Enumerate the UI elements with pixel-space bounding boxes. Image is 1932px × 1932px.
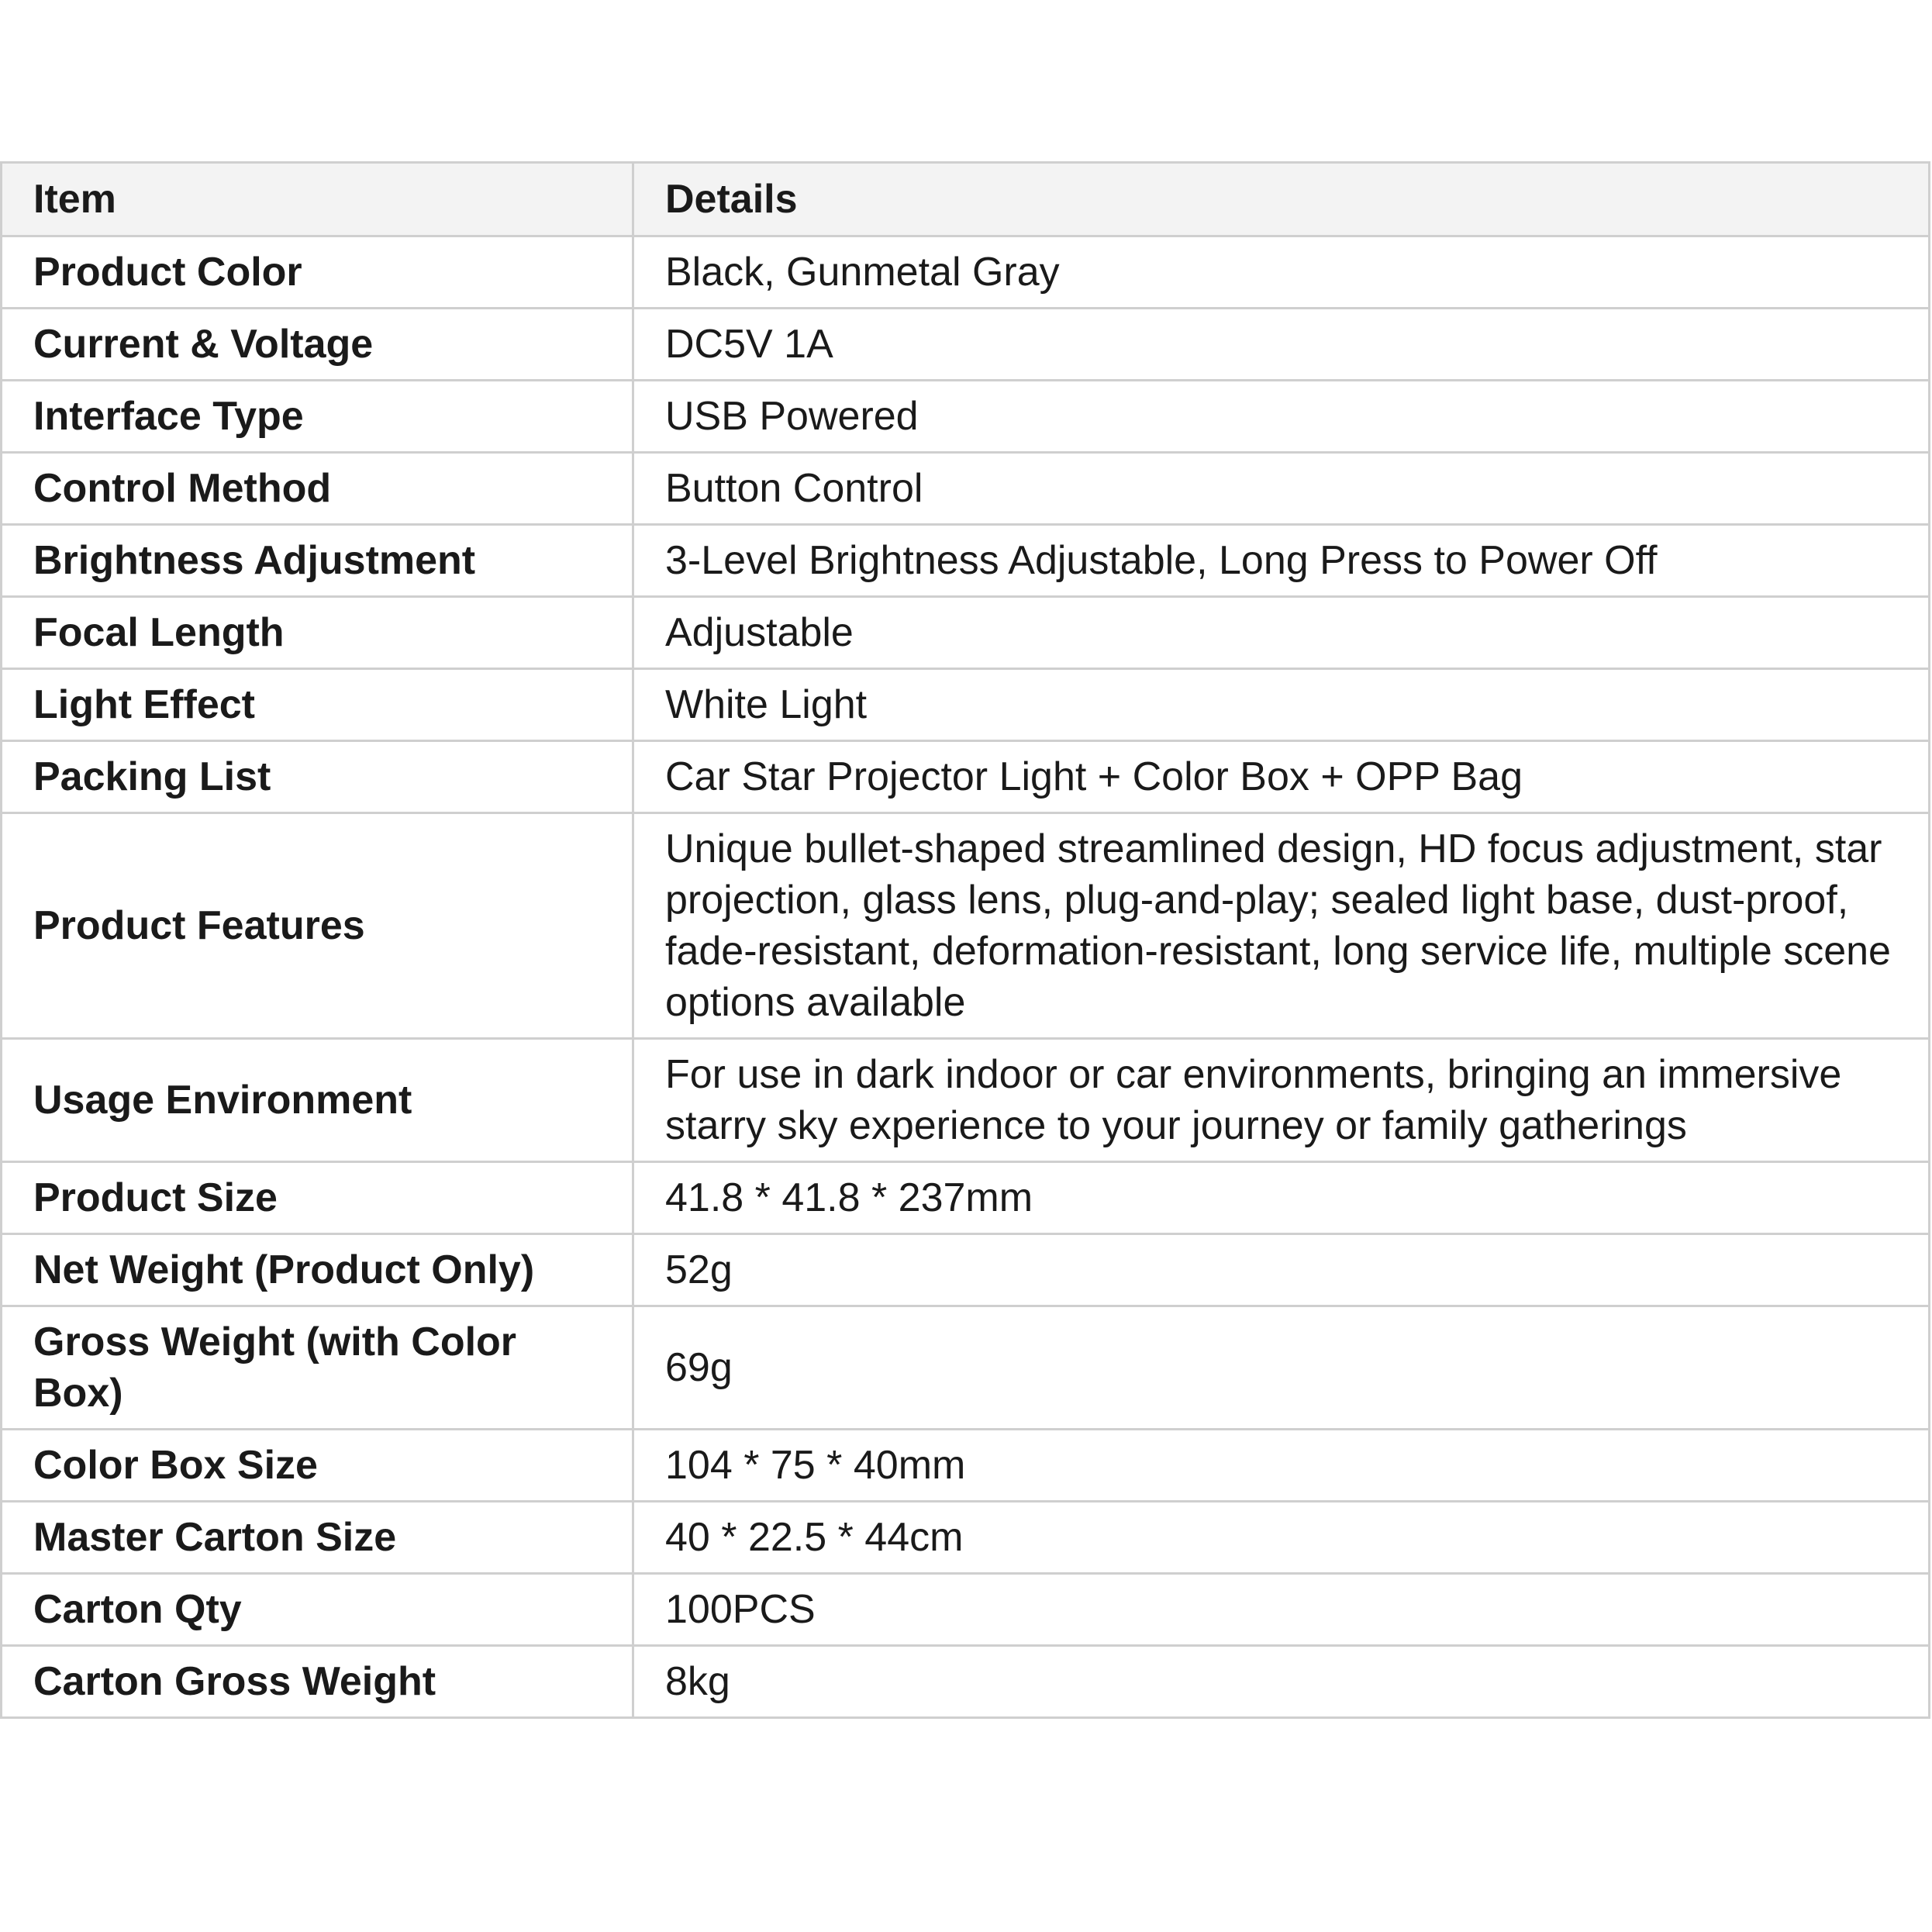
row-item: Interface Type: [2, 381, 633, 453]
row-item: Focal Length: [2, 597, 633, 669]
table-row: [2, 1039, 1930, 1162]
table-row: [2, 309, 1930, 381]
table-row: [2, 525, 1930, 597]
row-details: 40 * 22.5 * 44cm: [633, 1502, 1930, 1574]
row-details: 100PCS: [633, 1574, 1930, 1646]
row-item: Color Box Size: [2, 1430, 633, 1502]
table-row: [2, 813, 1930, 1039]
row-details: 41.8 * 41.8 * 237mm: [633, 1162, 1930, 1234]
row-details: Unique bullet-shaped streamlined design, HD focus adjustment, star projection, glass lens, plug-and-play; sealed light base, dust-proof, fade-resistant, deformation-resistant, long service life, multiple scene options available: [633, 813, 1930, 1039]
table-row: [2, 381, 1930, 453]
table-row: [2, 597, 1930, 669]
row-item: Brightness Adjustment: [2, 525, 633, 597]
spec-table: [0, 161, 1930, 1719]
row-item: Carton Qty: [2, 1574, 633, 1646]
row-item: Gross Weight (with Color Box): [2, 1306, 633, 1430]
row-details: DC5V 1A: [633, 309, 1930, 381]
table-row: [2, 1234, 1930, 1306]
row-details: Black, Gunmetal Gray: [633, 236, 1930, 309]
row-details: White Light: [633, 669, 1930, 741]
table-header-row: [2, 163, 1930, 236]
row-details: 52g: [633, 1234, 1930, 1306]
table-row: [2, 1162, 1930, 1234]
row-item: Control Method: [2, 453, 633, 525]
table-row: [2, 1306, 1930, 1430]
row-details: Adjustable: [633, 597, 1930, 669]
row-item: Product Color: [2, 236, 633, 309]
table-row: [2, 669, 1930, 741]
row-item: Product Features: [2, 813, 633, 1039]
row-item: Master Carton Size: [2, 1502, 633, 1574]
table-row: [2, 1430, 1930, 1502]
row-item: Usage Environment: [2, 1039, 633, 1162]
row-item: Net Weight (Product Only): [2, 1234, 633, 1306]
table-body: [2, 236, 1930, 1718]
row-item: Current & Voltage: [2, 309, 633, 381]
row-details: USB Powered: [633, 381, 1930, 453]
row-details: 104 * 75 * 40mm: [633, 1430, 1930, 1502]
row-details: Button Control: [633, 453, 1930, 525]
row-item: Packing List: [2, 741, 633, 813]
row-item: Carton Gross Weight: [2, 1646, 633, 1718]
table-row: [2, 236, 1930, 309]
table-row: [2, 741, 1930, 813]
row-item: Product Size: [2, 1162, 633, 1234]
row-details: For use in dark indoor or car environments, bringing an immersive starry sky experience to your journey or family gatherings: [633, 1039, 1930, 1162]
row-item: Light Effect: [2, 669, 633, 741]
table-row: [2, 1646, 1930, 1718]
header-details: Details: [633, 163, 1930, 236]
table-row: [2, 1502, 1930, 1574]
table-row: [2, 453, 1930, 525]
row-details: Car Star Projector Light + Color Box + OPP Bag: [633, 741, 1930, 813]
row-details: 8kg: [633, 1646, 1930, 1718]
row-details: 3-Level Brightness Adjustable, Long Press to Power Off: [633, 525, 1930, 597]
row-details: 69g: [633, 1306, 1930, 1430]
header-item: Item: [2, 163, 633, 236]
table-row: [2, 1574, 1930, 1646]
